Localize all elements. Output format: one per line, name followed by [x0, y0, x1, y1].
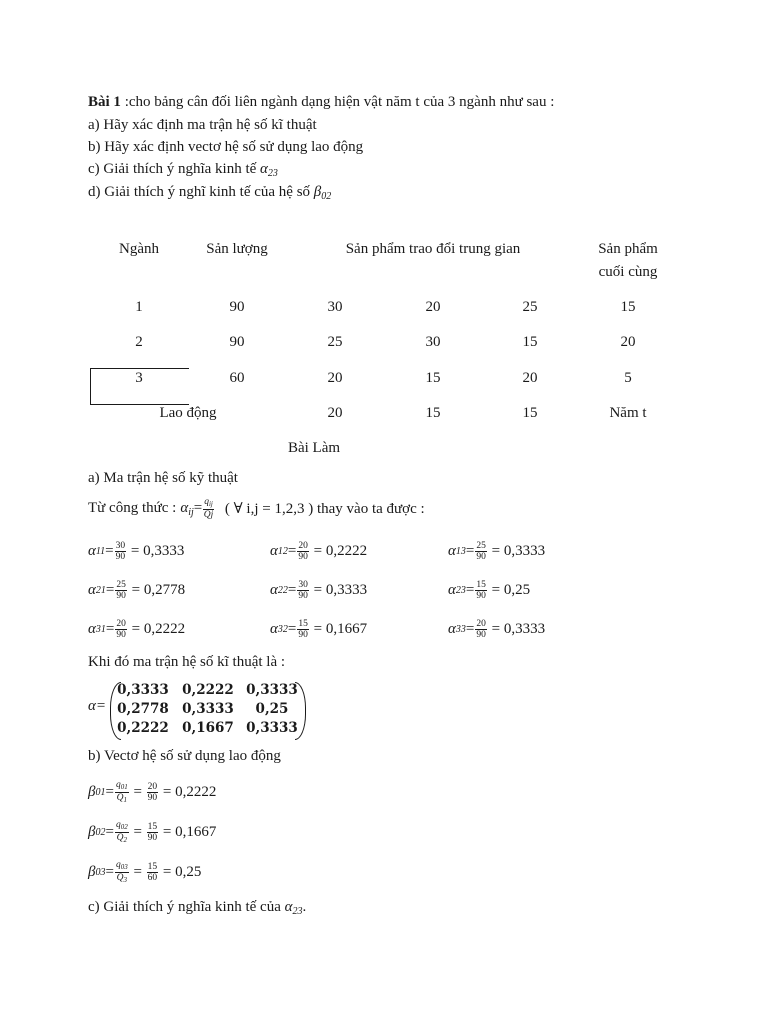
denominator: $Q_3$	[116, 873, 128, 884]
numerator: $q_{02}$	[115, 820, 128, 831]
beta-coefficient: β 01 = $\frac{q_{01}}{Q_1}$ = $\frac{20}{90}$ = 0,2222	[88, 780, 217, 804]
alpha-coefficient: α 32 = $\frac{15}{90}$ = 0,1667	[270, 619, 368, 640]
header-san-luong: Sản lượng	[206, 241, 268, 257]
alpha-coefficient: α 23 = $\frac{15}{90}$ = 0,25	[448, 580, 531, 601]
exercise-title-text: :cho bảng cân đối liên ngành dạng hiện vật năm t của 3 ngành như sau :	[120, 94, 555, 110]
header-nganh: Ngành	[119, 241, 159, 257]
denominator: 60	[147, 873, 158, 883]
alpha-coefficient: α 12 = $\frac{20}{90}$ = 0,2222	[270, 541, 368, 562]
subscript: ij	[188, 506, 194, 518]
fraction	[115, 541, 127, 562]
matrix-cell: 0,2222	[117, 720, 169, 736]
numerator: $q_{03}$	[115, 860, 128, 871]
formula-line: Từ công thức : $\alpha_{ij}=$ $\frac{q_{ij}}{Qj}$ ( ∀ i,j = 1,2,3 ) thay vào ta được :	[88, 497, 425, 520]
alpha-symbol: α	[270, 621, 278, 637]
numerator: 20	[147, 782, 158, 792]
coefficient-value: 0,2222	[325, 543, 368, 559]
table-cell: 15	[425, 405, 441, 421]
exercise-title	[88, 94, 554, 111]
table-cell: 90	[229, 334, 245, 350]
numerator: 15	[147, 822, 158, 832]
fraction	[147, 782, 159, 803]
subscript: 22	[277, 585, 288, 596]
table-cell: 20	[425, 299, 441, 315]
fraction	[475, 619, 487, 640]
table-cell: 20	[620, 334, 636, 350]
question-d	[88, 184, 331, 202]
matrix-cell: 0,25	[255, 701, 289, 717]
matrix-cell: 0,3333	[182, 701, 234, 717]
header-trung-gian: Sản phẩm trao đổi trung gian	[345, 241, 521, 257]
table-cell: 15	[620, 299, 636, 315]
beta-coefficient: β 02 = $\frac{q_{02}}{Q_2}$ = $\frac{15}{90}$ = 0,1667	[88, 820, 217, 844]
table-cell: 25	[522, 299, 538, 315]
formula-prefix: Từ công thức :	[88, 500, 177, 516]
solution-heading: Bài Làm	[287, 440, 341, 456]
fraction	[147, 822, 159, 843]
alpha-symbol: α	[448, 582, 456, 598]
beta-symbol: β	[88, 784, 96, 800]
coefficient-value: 0,1667	[325, 621, 368, 637]
coefficient-value: 0,3333	[325, 582, 368, 598]
matrix-cell: 0,1667	[182, 720, 234, 736]
numerator: 25	[476, 541, 486, 551]
beta-value: 0,1667	[175, 824, 217, 840]
subscript: 12	[277, 546, 288, 557]
alpha-coefficient: α 21 = $\frac{25}{90}$ = 0,2778	[88, 580, 186, 601]
header-cuoi-cung-line2: cuối cùng	[598, 264, 658, 280]
header-cuoi-cung-line1: Sản phẩm	[598, 241, 658, 257]
coefficient-value: 0,25	[503, 582, 531, 598]
alpha-coefficient: α 33 = $\frac{20}{90}$ = 0,3333	[448, 619, 546, 640]
question-b: b) Hãy xác định vectơ hệ số sử dụng lao động	[88, 139, 364, 155]
alpha-symbol: α	[448, 543, 456, 559]
denominator: 90	[116, 630, 126, 640]
coefficient-value: 0,3333	[143, 543, 185, 559]
table-cell: 30	[425, 334, 441, 350]
table-cell: 20	[327, 405, 343, 421]
fraction	[297, 580, 309, 601]
denominator: 90	[147, 833, 158, 843]
table-cell: 90	[229, 299, 245, 315]
denominator: 90	[476, 591, 486, 601]
subscript: 31	[95, 624, 106, 635]
numerator: q	[204, 497, 209, 507]
alpha-coefficient: α 11 = $\frac{30}{90}$ = 0,3333	[88, 541, 185, 562]
beta-value: 0,2222	[175, 784, 217, 800]
table-cell: 15	[425, 370, 441, 386]
alpha-subscript: 23	[292, 906, 303, 917]
subscript: 02	[95, 827, 106, 838]
denominator: 90	[476, 552, 486, 562]
fraction	[475, 580, 487, 601]
alpha-coefficient: α 22 = $\frac{30}{90}$ = 0,3333	[270, 580, 368, 601]
coefficient-value: 0,3333	[503, 621, 546, 637]
table-cell: 20	[327, 370, 343, 386]
table-cell: 15	[522, 334, 538, 350]
alpha-subscript: 23	[267, 168, 278, 179]
alpha-symbol: α	[270, 582, 278, 598]
beta-symbol: β	[88, 864, 96, 880]
denominator: 90	[116, 591, 126, 601]
numerator: 15	[147, 862, 158, 872]
beta-value: 0,25	[175, 864, 202, 880]
fraction	[115, 580, 127, 601]
fraction	[475, 541, 487, 562]
table-cell: 15	[522, 405, 538, 421]
alpha-symbol: α	[180, 499, 189, 516]
numerator: 20	[476, 619, 486, 629]
table-cell: 5	[624, 370, 632, 386]
numerator: $q_{01}$	[115, 780, 128, 791]
fraction	[115, 619, 127, 640]
fraction	[115, 780, 129, 805]
fraction	[203, 497, 214, 520]
subscript: 13	[455, 546, 466, 557]
numerator: 30	[298, 580, 308, 590]
denominator: $Q_1$	[116, 793, 128, 804]
question-c	[88, 161, 278, 179]
table-cell: 3	[135, 370, 143, 386]
coefficient-value: 0,2778	[143, 582, 186, 598]
subscript: 03	[95, 867, 106, 878]
alpha-symbol: α	[448, 621, 456, 637]
beta-subscript: 02	[321, 191, 332, 202]
alpha-coefficient: α 31 = $\frac{20}{90}$ = 0,2222	[88, 619, 186, 640]
matrix-label: α=	[88, 698, 106, 714]
table-cell: 60	[229, 370, 245, 386]
question-d-text: d) Giải thích ý nghĩ kinh tế của hệ số	[88, 184, 311, 200]
table-cell: 30	[327, 299, 343, 315]
matrix-cell: 0,3333	[246, 682, 298, 698]
alpha-coefficient: α 13 = $\frac{25}{90}$ = 0,3333	[448, 541, 546, 562]
coefficient-value: 0,3333	[503, 543, 546, 559]
denominator: Qj	[203, 510, 214, 520]
matrix-cell: 0,3333	[246, 720, 298, 736]
part-b-title: b) Vectơ hệ số sử dụng lao động	[88, 748, 281, 764]
subscript: 21	[95, 585, 106, 596]
part-a-title: a) Ma trận hệ số kỹ thuật	[88, 470, 238, 486]
fraction	[297, 541, 309, 562]
subscript: 32	[277, 624, 288, 635]
part-c-title	[88, 899, 306, 917]
question-c-text: c) Giải thích ý nghĩa kinh tế	[88, 161, 257, 177]
denominator: 90	[115, 552, 126, 562]
subscript: ij	[208, 500, 213, 508]
denominator: 90	[298, 591, 308, 601]
denominator: 90	[476, 630, 486, 640]
beta-symbol: β	[88, 824, 96, 840]
table-cell: 1	[135, 299, 143, 315]
numerator: 15	[298, 619, 308, 629]
period: .	[302, 899, 307, 915]
matrix-cell: 0,2222	[182, 682, 234, 698]
labor-year: Năm t	[609, 405, 647, 421]
subscript: 01	[95, 787, 106, 798]
table-cell: 20	[522, 370, 538, 386]
alpha-symbol: α	[88, 543, 96, 559]
denominator: $Q_2$	[116, 833, 128, 844]
denominator: 90	[147, 793, 158, 803]
numerator: 15	[476, 580, 486, 590]
alpha-symbol: α	[88, 582, 96, 598]
numerator: 25	[116, 580, 126, 590]
matrix-cell: 0,2778	[117, 701, 169, 717]
part-c-text: c) Giải thích ý nghĩa kinh tế của	[88, 899, 281, 915]
subscript: 23	[455, 585, 466, 596]
table-cell: 25	[327, 334, 343, 350]
beta-coefficient: β 03 = $\frac{q_{03}}{Q_3}$ = $\frac{15}{60}$ = 0,25	[88, 860, 202, 884]
matrix-cell: 0,3333	[117, 682, 169, 698]
fraction	[147, 862, 159, 883]
formula-suffix: ( ∀ i,j = 1,2,3 ) thay vào ta được :	[224, 501, 425, 517]
alpha-symbol: α	[284, 899, 293, 915]
matrix-intro: Khi đó ma trận hệ số kĩ thuật là :	[88, 654, 286, 670]
beta-symbol: β	[313, 184, 322, 200]
table-cell: 2	[135, 334, 143, 350]
exercise-title-bold: Bài 1	[88, 94, 121, 110]
alpha-symbol: α	[260, 161, 268, 177]
question-a: a) Hãy xác định ma trận hệ số kĩ thuật	[88, 117, 317, 133]
subscript: 11	[95, 546, 106, 557]
alpha-symbol: α	[88, 621, 96, 637]
fraction	[115, 820, 129, 845]
alpha-symbol: α	[270, 543, 278, 559]
denominator: 90	[298, 552, 308, 562]
labor-label: Lao động	[159, 405, 217, 421]
fraction	[297, 619, 309, 640]
denominator: 90	[298, 630, 308, 640]
fraction	[115, 860, 129, 885]
numerator: 20	[116, 619, 126, 629]
numerator: 20	[298, 541, 308, 551]
coefficient-value: 0,2222	[143, 621, 186, 637]
subscript: 33	[455, 624, 466, 635]
numerator: 30	[115, 541, 126, 551]
